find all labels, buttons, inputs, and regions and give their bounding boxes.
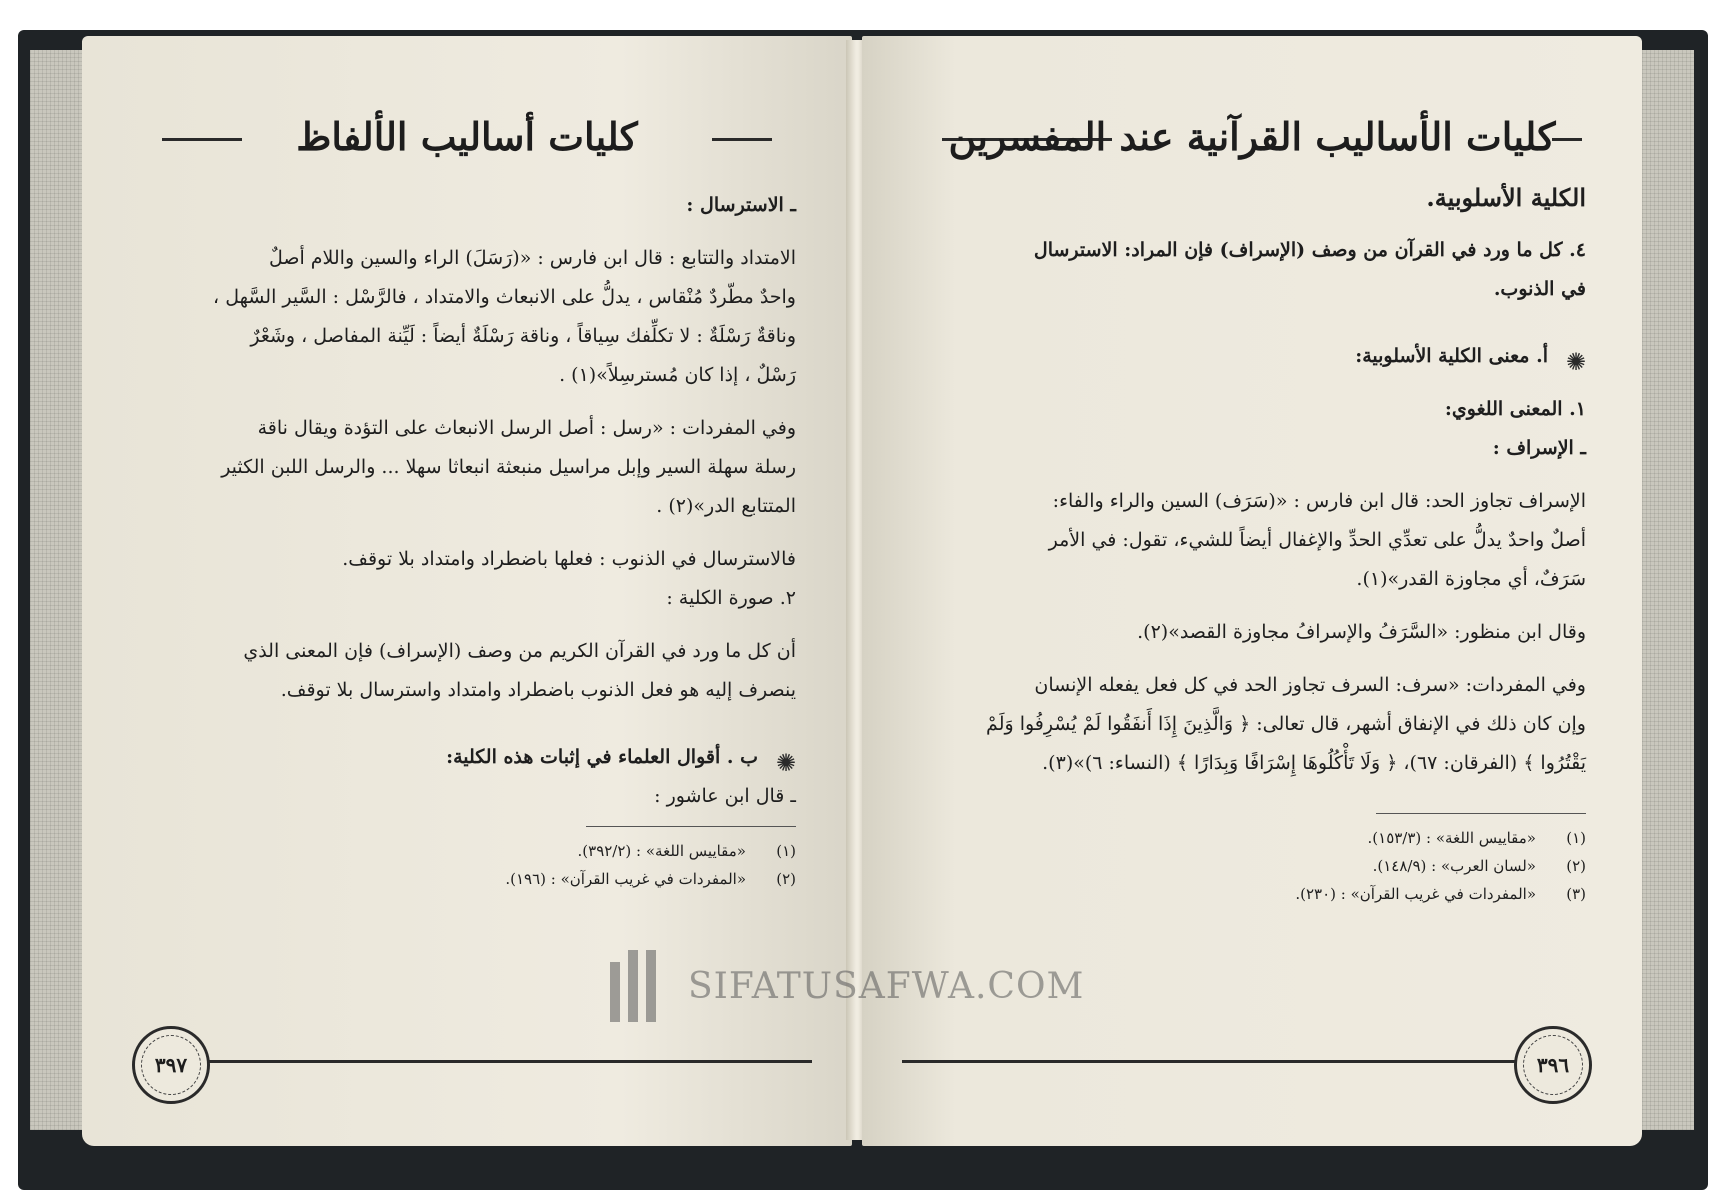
running-title: كليات أساليب الألفاظ	[296, 114, 638, 159]
section-heading	[146, 738, 796, 777]
text-line: يَقْتُرُوا ﴾ (الفرقان: ٦٧)، ﴿ وَلَا تَأْكُلُوهَا إِسْرَافًا وَبِدَارًا ﴾ (النساء: ٦)»(٣).	[1042, 752, 1586, 774]
text-line: وفي المفردات: «سرف: السرف تجاوز الحد في كل فعل يفعله الإنسان	[1034, 674, 1586, 696]
text-line: ـ الاسترسال :	[686, 194, 796, 216]
text-line: وفي المفردات : «رسل : أصل الرسل الانبعاث على التؤدة ويقال ناقة	[257, 417, 796, 439]
right-page-body	[926, 178, 1586, 908]
footnote: (٣) «المفردات في غريب القرآن» : (٢٣٠).	[1295, 885, 1586, 903]
ornament-icon	[772, 746, 796, 770]
footer-rule	[902, 1060, 1522, 1063]
left-page-edges	[30, 50, 90, 1130]
text-line: الإسراف تجاوز الحد: قال ابن فارس : «(سَرَف) السين والراء والفاء:	[1052, 490, 1586, 512]
right-page-footer	[902, 1026, 1602, 1086]
footnote: (١) «مقاييس اللغة» : (١٥٣/٣).	[1367, 829, 1586, 847]
text-line: وإن كان ذلك في الإنفاق أشهر، قال تعالى: ﴿ وَالَّذِينَ إِذَا أَنفَقُوا لَمْ يُسْرِفُوا وَلَمْ	[986, 713, 1586, 735]
section-b-title: ب . أقوال العلماء في إثبات هذه الكلية:	[446, 746, 758, 768]
section-a-title: أ. معنى الكلية الأسلوبية:	[1355, 345, 1548, 367]
left-page-body	[146, 186, 796, 893]
page-number-badge: ٣٩٧	[132, 1026, 210, 1104]
right-page-edges	[1634, 50, 1694, 1130]
text-line: فالاسترسال في الذنوب : فعلها باضطراد وامتداد بلا توقف.	[342, 548, 796, 570]
text-line: في الذنوب.	[1493, 278, 1586, 300]
ornament-icon	[1562, 345, 1586, 369]
watermark	[610, 950, 1084, 1022]
footnote: (٢) «المفردات في غريب القرآن» : (١٩٦).	[505, 870, 796, 888]
text-line: وقال ابن منظور: «السَّرَفُ والإسرافُ مجاوزة القصد»(٢).	[1137, 621, 1586, 643]
footnote-rule	[1376, 813, 1586, 814]
text-line: رسلة سهلة السير وإبل مراسيل منبعثة انبعاثا سهلا ... والرسل اللبن الكثير	[221, 456, 796, 478]
chapter-title: الكلية الأسلوبية.	[1426, 183, 1586, 212]
text-line: الامتداد والتتابع : قال ابن فارس : «(رَسَلَ) الراء والسين واللام أصلٌ	[268, 247, 796, 269]
text-line: المتتابع الدر»(٢) .	[656, 495, 796, 517]
text-line: أن كل ما ورد في القرآن الكريم من وصف (الإسراف) فإن المعنى الذي	[243, 640, 796, 662]
footer-rule	[202, 1060, 812, 1063]
section-heading	[926, 337, 1586, 376]
text-line: ٤. كل ما ورد في القرآن من وصف (الإسراف) فإن المراد: الاسترسال	[1033, 239, 1586, 261]
right-running-header	[902, 108, 1602, 168]
text-line: رَسْلٌ ، إذا كان مُسترسِلاً»(١) .	[559, 364, 796, 386]
text-line: سَرَفٌ، أي مجاوزة القدر»(١).	[1356, 568, 1586, 590]
text-line: ٢. صورة الكلية :	[666, 587, 796, 609]
watermark-text: SIFATUSAFWA.COM	[688, 965, 1085, 1007]
text-line: ـ الإسراف :	[1492, 437, 1586, 459]
text-line: واحدٌ مطّردٌ مُنْقاس ، يدلُّ على الانبعاث والامتداد ، فالرَّسْل : السَّير السَّهل ،	[213, 286, 796, 308]
footnote: (١) «مقاييس اللغة» : (٣٩٢/٢).	[577, 842, 796, 860]
running-title: كليات الأساليب القرآنية عند المفسرين	[948, 114, 1556, 159]
text-line: وناقةٌ رَسْلَةٌ : لا تكلِّفك سِياقاً ، وناقة رَسْلَةٌ أيضاً : لَيِّنة المفاصل ، وشَعْرٌ	[250, 325, 796, 347]
left-running-header	[122, 108, 812, 168]
text-line: ينصرف إليه هو فعل الذنوب باضطراد وامتداد واسترسال بلا توقف.	[280, 679, 796, 701]
sifatusafwa-logo-icon	[610, 950, 674, 1022]
text-line: ـ قال ابن عاشور :	[654, 785, 796, 807]
text-line: أصلٌ واحدٌ يدلُّ على تعدِّي الحدِّ والإغفال أيضاً للشيء، تقول: في الأمر	[1048, 529, 1586, 551]
left-page-footer	[122, 1026, 812, 1086]
footnote: (٢) «لسان العرب» : (١٤٨/٩).	[1372, 857, 1586, 875]
footnote-rule	[586, 826, 796, 827]
text-line: ١. المعنى اللغوي:	[1444, 398, 1586, 420]
page-number-badge: ٣٩٦	[1514, 1026, 1592, 1104]
